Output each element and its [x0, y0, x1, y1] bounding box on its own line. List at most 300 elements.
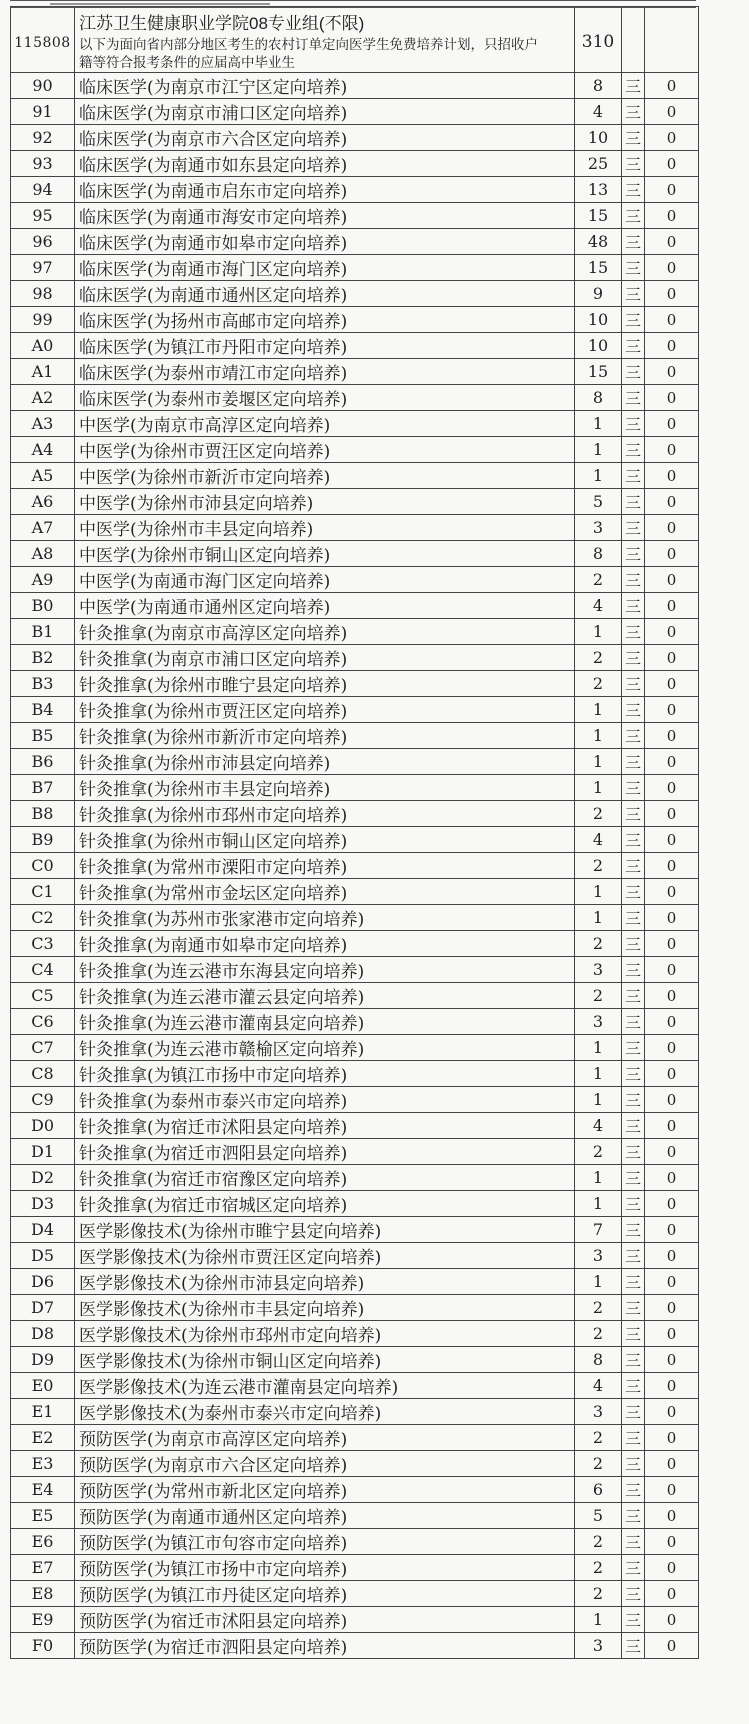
major-name: 针灸推拿(为宿迁市宿城区定向培养)	[75, 1191, 575, 1217]
level-mark: 三	[622, 1425, 645, 1451]
level-mark: 三	[622, 1295, 645, 1321]
fee-value: 0	[645, 1165, 699, 1191]
table-row	[11, 307, 699, 333]
table-row	[11, 567, 699, 593]
fee-value: 0	[645, 281, 699, 307]
major-name: 针灸推拿(为常州市溧阳市定向培养)	[75, 853, 575, 879]
plan-count: 13	[575, 177, 622, 203]
fee-value: 0	[645, 827, 699, 853]
plan-count: 1	[575, 1607, 622, 1633]
table-row	[11, 1555, 699, 1581]
plan-count: 2	[575, 853, 622, 879]
fee-value: 0	[645, 1139, 699, 1165]
fee-value: 0	[645, 1477, 699, 1503]
plan-count: 4	[575, 827, 622, 853]
major-name: 针灸推拿(为连云港市东海县定向培养)	[75, 957, 575, 983]
table-row	[11, 1139, 699, 1165]
level-mark: 三	[622, 853, 645, 879]
plan-count: 10	[575, 125, 622, 151]
table-row	[11, 905, 699, 931]
plan-count: 4	[575, 593, 622, 619]
major-name: 预防医学(为南京市六合区定向培养)	[75, 1451, 575, 1477]
plan-count: 1	[575, 905, 622, 931]
level-mark: 三	[622, 177, 645, 203]
table-row	[11, 177, 699, 203]
fee-value: 0	[645, 697, 699, 723]
major-name: 针灸推拿(为镇江市扬中市定向培养)	[75, 1061, 575, 1087]
table-row	[11, 1633, 699, 1659]
fee-value: 0	[645, 1087, 699, 1113]
major-name: 临床医学(为南通市海安市定向培养)	[75, 203, 575, 229]
group-fee-cell	[645, 7, 699, 73]
plan-count: 2	[575, 1139, 622, 1165]
level-mark: 三	[622, 541, 645, 567]
level-mark: 三	[622, 1009, 645, 1035]
level-mark: 三	[622, 411, 645, 437]
plan-count: 2	[575, 801, 622, 827]
fee-value: 0	[645, 1113, 699, 1139]
major-code: E4	[11, 1477, 75, 1503]
major-name: 临床医学(为南通市通州区定向培养)	[75, 281, 575, 307]
table-row	[11, 359, 699, 385]
major-code: A3	[11, 411, 75, 437]
major-name: 中医学(为南京市高淳区定向培养)	[75, 411, 575, 437]
table-row	[11, 1217, 699, 1243]
fee-value: 0	[645, 73, 699, 99]
major-code: B5	[11, 723, 75, 749]
fee-value: 0	[645, 567, 699, 593]
table-row	[11, 1009, 699, 1035]
fee-value: 0	[645, 879, 699, 905]
fee-value: 0	[645, 1399, 699, 1425]
fee-value: 0	[645, 1607, 699, 1633]
fee-value: 0	[645, 957, 699, 983]
major-code: B3	[11, 671, 75, 697]
major-name: 中医学(为南通市海门区定向培养)	[75, 567, 575, 593]
major-name: 临床医学(为南通市海门区定向培养)	[75, 255, 575, 281]
fee-value: 0	[645, 593, 699, 619]
major-name: 医学影像技术(为徐州市贾汪区定向培养)	[75, 1243, 575, 1269]
level-mark: 三	[622, 489, 645, 515]
major-code: A5	[11, 463, 75, 489]
plan-count: 1	[575, 1035, 622, 1061]
plan-count: 2	[575, 671, 622, 697]
group-plan-count: 310	[575, 7, 622, 73]
major-name: 临床医学(为南通市启东市定向培养)	[75, 177, 575, 203]
table-row	[11, 489, 699, 515]
level-mark: 三	[622, 827, 645, 853]
plan-count: 5	[575, 1503, 622, 1529]
plan-count: 7	[575, 1217, 622, 1243]
major-name: 针灸推拿(为南通市如皋市定向培养)	[75, 931, 575, 957]
plan-count: 6	[575, 1477, 622, 1503]
major-code: B4	[11, 697, 75, 723]
major-code: C2	[11, 905, 75, 931]
major-code: B8	[11, 801, 75, 827]
table-row	[11, 281, 699, 307]
major-name: 针灸推拿(为徐州市睢宁县定向培养)	[75, 671, 575, 697]
major-name: 预防医学(为镇江市句容市定向培养)	[75, 1529, 575, 1555]
fee-value: 0	[645, 1581, 699, 1607]
fee-value: 0	[645, 645, 699, 671]
level-mark: 三	[622, 1243, 645, 1269]
fee-value: 0	[645, 775, 699, 801]
group-title: 江苏卫生健康职业学院08专业组(不限)	[79, 14, 365, 33]
level-mark: 三	[622, 749, 645, 775]
cut-off-text-fragment	[50, 0, 270, 5]
fee-value: 0	[645, 125, 699, 151]
major-code: D9	[11, 1347, 75, 1373]
table-row	[11, 645, 699, 671]
level-mark: 三	[622, 1217, 645, 1243]
plan-count: 10	[575, 307, 622, 333]
major-code: D8	[11, 1321, 75, 1347]
major-code: E1	[11, 1399, 75, 1425]
table-row	[11, 437, 699, 463]
level-mark: 三	[622, 203, 645, 229]
fee-value: 0	[645, 489, 699, 515]
major-code: 95	[11, 203, 75, 229]
major-name: 临床医学(为镇江市丹阳市定向培养)	[75, 333, 575, 359]
level-mark: 三	[622, 73, 645, 99]
major-code: A9	[11, 567, 75, 593]
level-mark: 三	[622, 1477, 645, 1503]
major-name: 临床医学(为扬州市高邮市定向培养)	[75, 307, 575, 333]
major-code: D1	[11, 1139, 75, 1165]
plan-count: 8	[575, 73, 622, 99]
fee-value: 0	[645, 515, 699, 541]
table-row	[11, 1035, 699, 1061]
table-row	[11, 463, 699, 489]
table-row	[11, 99, 699, 125]
level-mark: 三	[622, 385, 645, 411]
table-row	[11, 1269, 699, 1295]
major-name: 针灸推拿(为徐州市贾汪区定向培养)	[75, 697, 575, 723]
major-code: E2	[11, 1425, 75, 1451]
fee-value: 0	[645, 333, 699, 359]
major-name: 预防医学(为宿迁市泗阳县定向培养)	[75, 1633, 575, 1659]
plan-count: 2	[575, 931, 622, 957]
table-row	[11, 671, 699, 697]
level-mark: 三	[622, 1269, 645, 1295]
fee-value: 0	[645, 1321, 699, 1347]
fee-value: 0	[645, 307, 699, 333]
level-mark: 三	[622, 1113, 645, 1139]
major-name: 医学影像技术(为连云港市灌南县定向培养)	[75, 1373, 575, 1399]
level-mark: 三	[622, 801, 645, 827]
table-row	[11, 73, 699, 99]
major-code: B9	[11, 827, 75, 853]
fee-value: 0	[645, 1217, 699, 1243]
major-name: 临床医学(为泰州市靖江市定向培养)	[75, 359, 575, 385]
table-row	[11, 333, 699, 359]
plan-count: 2	[575, 1321, 622, 1347]
plan-count: 1	[575, 1191, 622, 1217]
table-row	[11, 1295, 699, 1321]
level-mark: 三	[622, 905, 645, 931]
plan-count: 2	[575, 1451, 622, 1477]
major-code: 98	[11, 281, 75, 307]
major-name: 中医学(为南通市通州区定向培养)	[75, 593, 575, 619]
plan-count: 2	[575, 1529, 622, 1555]
level-mark: 三	[622, 1633, 645, 1659]
fee-value: 0	[645, 1243, 699, 1269]
group-header-row	[11, 7, 699, 73]
fee-value: 0	[645, 1035, 699, 1061]
table-row	[11, 1321, 699, 1347]
fee-value: 0	[645, 1373, 699, 1399]
level-mark: 三	[622, 931, 645, 957]
level-mark: 三	[622, 1399, 645, 1425]
fee-value: 0	[645, 255, 699, 281]
table-row	[11, 515, 699, 541]
plan-count: 2	[575, 1581, 622, 1607]
major-code: D0	[11, 1113, 75, 1139]
major-code: A4	[11, 437, 75, 463]
plan-count: 1	[575, 619, 622, 645]
plan-count: 1	[575, 723, 622, 749]
table-row	[11, 1243, 699, 1269]
fee-value: 0	[645, 671, 699, 697]
level-mark: 三	[622, 1451, 645, 1477]
level-mark: 三	[622, 957, 645, 983]
table-row	[11, 619, 699, 645]
major-name: 针灸推拿(为宿迁市沭阳县定向培养)	[75, 1113, 575, 1139]
plan-count: 2	[575, 1425, 622, 1451]
level-mark: 三	[622, 775, 645, 801]
major-name: 预防医学(为宿迁市沭阳县定向培养)	[75, 1607, 575, 1633]
fee-value: 0	[645, 1009, 699, 1035]
plan-count: 48	[575, 229, 622, 255]
level-mark: 三	[622, 99, 645, 125]
plan-count: 10	[575, 333, 622, 359]
plan-count: 1	[575, 775, 622, 801]
level-mark: 三	[622, 567, 645, 593]
major-name: 针灸推拿(为连云港市赣榆区定向培养)	[75, 1035, 575, 1061]
major-code: E3	[11, 1451, 75, 1477]
major-name: 医学影像技术(为徐州市丰县定向培养)	[75, 1295, 575, 1321]
fee-value: 0	[645, 385, 699, 411]
major-name: 针灸推拿(为南京市高淳区定向培养)	[75, 619, 575, 645]
fee-value: 0	[645, 151, 699, 177]
major-code: E6	[11, 1529, 75, 1555]
fee-value: 0	[645, 749, 699, 775]
table-row	[11, 203, 699, 229]
plan-count: 3	[575, 1009, 622, 1035]
major-name: 针灸推拿(为徐州市邳州市定向培养)	[75, 801, 575, 827]
major-code: D3	[11, 1191, 75, 1217]
fee-value: 0	[645, 203, 699, 229]
level-mark: 三	[622, 983, 645, 1009]
level-mark: 三	[622, 1165, 645, 1191]
group-info-cell	[75, 7, 575, 73]
plan-count: 3	[575, 515, 622, 541]
major-code: C6	[11, 1009, 75, 1035]
level-mark: 三	[622, 307, 645, 333]
major-code: B6	[11, 749, 75, 775]
major-name: 临床医学(为泰州市姜堰区定向培养)	[75, 385, 575, 411]
fee-value: 0	[645, 177, 699, 203]
major-code: B1	[11, 619, 75, 645]
table-row	[11, 931, 699, 957]
major-code: C7	[11, 1035, 75, 1061]
major-name: 临床医学(为南京市六合区定向培养)	[75, 125, 575, 151]
major-name: 中医学(为徐州市丰县定向培养)	[75, 515, 575, 541]
major-code: A1	[11, 359, 75, 385]
major-code: E0	[11, 1373, 75, 1399]
plan-count: 8	[575, 385, 622, 411]
major-name: 医学影像技术(为徐州市邳州市定向培养)	[75, 1321, 575, 1347]
plan-count: 4	[575, 1373, 622, 1399]
fee-value: 0	[645, 411, 699, 437]
major-code: A7	[11, 515, 75, 541]
major-name: 针灸推拿(为连云港市灌云县定向培养)	[75, 983, 575, 1009]
plan-count: 3	[575, 957, 622, 983]
major-code: D5	[11, 1243, 75, 1269]
fee-value: 0	[645, 853, 699, 879]
group-code: 115808	[11, 7, 75, 73]
major-code: F0	[11, 1633, 75, 1659]
major-name: 临床医学(为南京市江宁区定向培养)	[75, 73, 575, 99]
fee-value: 0	[645, 463, 699, 489]
level-mark: 三	[622, 1087, 645, 1113]
plan-count: 5	[575, 489, 622, 515]
major-name: 医学影像技术(为泰州市泰兴市定向培养)	[75, 1399, 575, 1425]
plan-count: 2	[575, 567, 622, 593]
major-name: 针灸推拿(为徐州市丰县定向培养)	[75, 775, 575, 801]
major-code: E5	[11, 1503, 75, 1529]
level-mark: 三	[622, 723, 645, 749]
major-code: 96	[11, 229, 75, 255]
table-row	[11, 775, 699, 801]
table-row	[11, 1399, 699, 1425]
major-name: 针灸推拿(为泰州市泰兴市定向培养)	[75, 1087, 575, 1113]
major-name: 针灸推拿(为连云港市灌南县定向培养)	[75, 1009, 575, 1035]
table-row	[11, 1477, 699, 1503]
major-code: B0	[11, 593, 75, 619]
table-row	[11, 1529, 699, 1555]
level-mark: 三	[622, 879, 645, 905]
fee-value: 0	[645, 437, 699, 463]
level-mark: 三	[622, 1373, 645, 1399]
plan-count: 15	[575, 359, 622, 385]
table-row	[11, 749, 699, 775]
major-name: 针灸推拿(为宿迁市宿豫区定向培养)	[75, 1165, 575, 1191]
major-code: D2	[11, 1165, 75, 1191]
level-mark: 三	[622, 151, 645, 177]
major-name: 针灸推拿(为苏州市张家港市定向培养)	[75, 905, 575, 931]
plan-count: 1	[575, 1269, 622, 1295]
table-row	[11, 827, 699, 853]
level-mark: 三	[622, 255, 645, 281]
table-row	[11, 1451, 699, 1477]
level-mark: 三	[622, 1061, 645, 1087]
fee-value: 0	[645, 1529, 699, 1555]
major-name: 临床医学(为南通市如皋市定向培养)	[75, 229, 575, 255]
table-row	[11, 385, 699, 411]
fee-value: 0	[645, 1503, 699, 1529]
level-mark: 三	[622, 229, 645, 255]
table-row	[11, 1347, 699, 1373]
level-mark: 三	[622, 1555, 645, 1581]
major-code: A8	[11, 541, 75, 567]
plan-count: 2	[575, 1295, 622, 1321]
level-mark: 三	[622, 1581, 645, 1607]
major-name: 医学影像技术(为徐州市沛县定向培养)	[75, 1269, 575, 1295]
major-name: 针灸推拿(为宿迁市泗阳县定向培养)	[75, 1139, 575, 1165]
major-name: 预防医学(为南通市通州区定向培养)	[75, 1503, 575, 1529]
table-row	[11, 411, 699, 437]
major-code: E9	[11, 1607, 75, 1633]
major-code: 94	[11, 177, 75, 203]
fee-value: 0	[645, 723, 699, 749]
table-row	[11, 1165, 699, 1191]
level-mark: 三	[622, 437, 645, 463]
major-name: 中医学(为徐州市新沂市定向培养)	[75, 463, 575, 489]
plan-count: 1	[575, 1061, 622, 1087]
major-code: 90	[11, 73, 75, 99]
plan-count: 1	[575, 437, 622, 463]
major-name: 中医学(为徐州市铜山区定向培养)	[75, 541, 575, 567]
level-mark: 三	[622, 1035, 645, 1061]
group-level-cell	[622, 7, 645, 73]
major-code: C3	[11, 931, 75, 957]
major-name: 预防医学(为镇江市丹徒区定向培养)	[75, 1581, 575, 1607]
plan-count: 3	[575, 1399, 622, 1425]
level-mark: 三	[622, 125, 645, 151]
fee-value: 0	[645, 1451, 699, 1477]
fee-value: 0	[645, 229, 699, 255]
major-name: 针灸推拿(为南京市浦口区定向培养)	[75, 645, 575, 671]
level-mark: 三	[622, 645, 645, 671]
major-name: 预防医学(为南京市高淳区定向培养)	[75, 1425, 575, 1451]
table-row	[11, 593, 699, 619]
fee-value: 0	[645, 801, 699, 827]
level-mark: 三	[622, 463, 645, 489]
plan-count: 1	[575, 1165, 622, 1191]
level-mark: 三	[622, 697, 645, 723]
plan-count: 1	[575, 463, 622, 489]
plan-count: 1	[575, 1087, 622, 1113]
plan-count: 9	[575, 281, 622, 307]
plan-count: 1	[575, 697, 622, 723]
major-code: C0	[11, 853, 75, 879]
fee-value: 0	[645, 1555, 699, 1581]
table-row	[11, 229, 699, 255]
table-row	[11, 1581, 699, 1607]
fee-value: 0	[645, 1269, 699, 1295]
plan-count: 15	[575, 203, 622, 229]
level-mark: 三	[622, 515, 645, 541]
plan-count: 8	[575, 1347, 622, 1373]
major-code: C4	[11, 957, 75, 983]
major-name: 临床医学(为南通市如东县定向培养)	[75, 151, 575, 177]
plan-count: 15	[575, 255, 622, 281]
table-row	[11, 151, 699, 177]
group-note: 以下为面向省内部分地区考生的农村订单定向医学生免费培养计划，只招收户籍等符合报考条件的应届高中毕业生	[79, 37, 538, 71]
major-code: 97	[11, 255, 75, 281]
major-name: 临床医学(为南京市浦口区定向培养)	[75, 99, 575, 125]
table-row	[11, 957, 699, 983]
major-code: C5	[11, 983, 75, 1009]
major-code: B7	[11, 775, 75, 801]
table-row	[11, 1503, 699, 1529]
plan-count: 2	[575, 645, 622, 671]
major-code: E7	[11, 1555, 75, 1581]
plan-count: 4	[575, 99, 622, 125]
fee-value: 0	[645, 1425, 699, 1451]
major-code: D7	[11, 1295, 75, 1321]
